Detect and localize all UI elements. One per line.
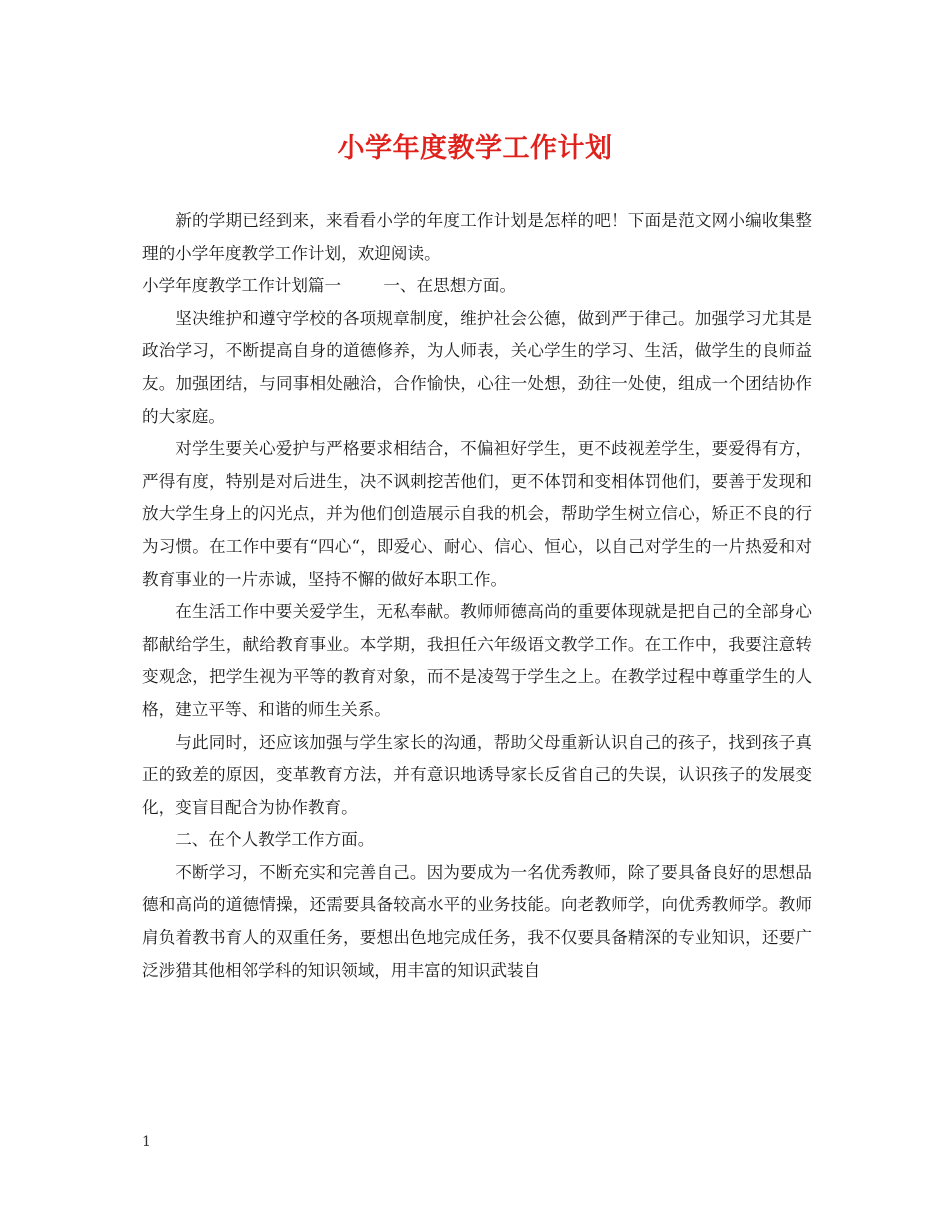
document-body bbox=[142, 205, 812, 987]
paragraph: 小学年度教学工作计划篇一 一、在思想方面。 bbox=[142, 276, 517, 296]
paragraph: 在生活工作中要关爱学生，无私奉献。教师师德高尚的重要体现就是把自己的全部身心都献给学生，献给教育事业。本学期，我担任六年级语文教学工作。在工作中，我要注意转变观念，把学生视为平等的教育对象，而不是凌驾于学生之上。在教学过程中尊重学生的人格，建立平等、和谐的师生关系。 bbox=[142, 602, 812, 719]
paragraph: 不断学习，不断充实和完善自己。因为要成为一名优秀教师，除了要具备良好的思想品德和高尚的道德情操，还需要具备较高水平的业务技能。向老教师学，向优秀教师学。教师肩负着教书育人的双重任务，要想出色地完成任务，我不仅要具备精深的专业知识，还要广泛涉猎其他相邻学科的知识领域，用丰富的知识武装自 bbox=[142, 862, 812, 980]
document-title: 小学年度教学工作计划 bbox=[337, 133, 613, 164]
paragraph: 与此同时，还应该加强与学生家长的沟通，帮助父母重新认识自己的孩子，找到孩子真正的致差的原因，变革教育方法，并有意识地诱导家长反省自己的失误，认识孩子的发展变化，变盲目配合为协作教育。 bbox=[142, 732, 812, 817]
paragraph: 二、在个人教学工作方面。 bbox=[175, 830, 375, 850]
paragraph: 对学生要关心爱护与严格要求相结合，不偏袒好学生，更不歧视差学生，要爱得有方，严得有度，特别是对后进生，决不讽刺挖苦他们，更不体罚和变相体罚他们，要善于发现和放大学生身上的闪光点，并为他们创造展示自我的机会，帮助学生树立信心，矫正不良的行为习惯。在工作中要有“四心“，即爱心、耐心、信心、恒心，以自己对学生的一片热爱和对教育事业的一片赤诚，坚持不懈的做好本职工作。 bbox=[142, 439, 812, 589]
page-number: 1 bbox=[142, 1134, 151, 1150]
paragraph: 新的学期已经到来，来看看小学的年度工作计划是怎样的吧！下面是范文网小编收集整理的小学年度教学工作计划，欢迎阅读。 bbox=[142, 211, 812, 263]
paragraph: 坚决维护和遵守学校的各项规章制度，维护社会公德，做到严于律己。加强学习尤其是政治学习，不断提高自身的道德修养，为人师表，关心学生的学习、生活，做学生的良师益友。加强团结，与同事相处融洽，合作愉快，心往一处想，劲往一处使，组成一个团结协作的大家庭。 bbox=[142, 308, 812, 426]
